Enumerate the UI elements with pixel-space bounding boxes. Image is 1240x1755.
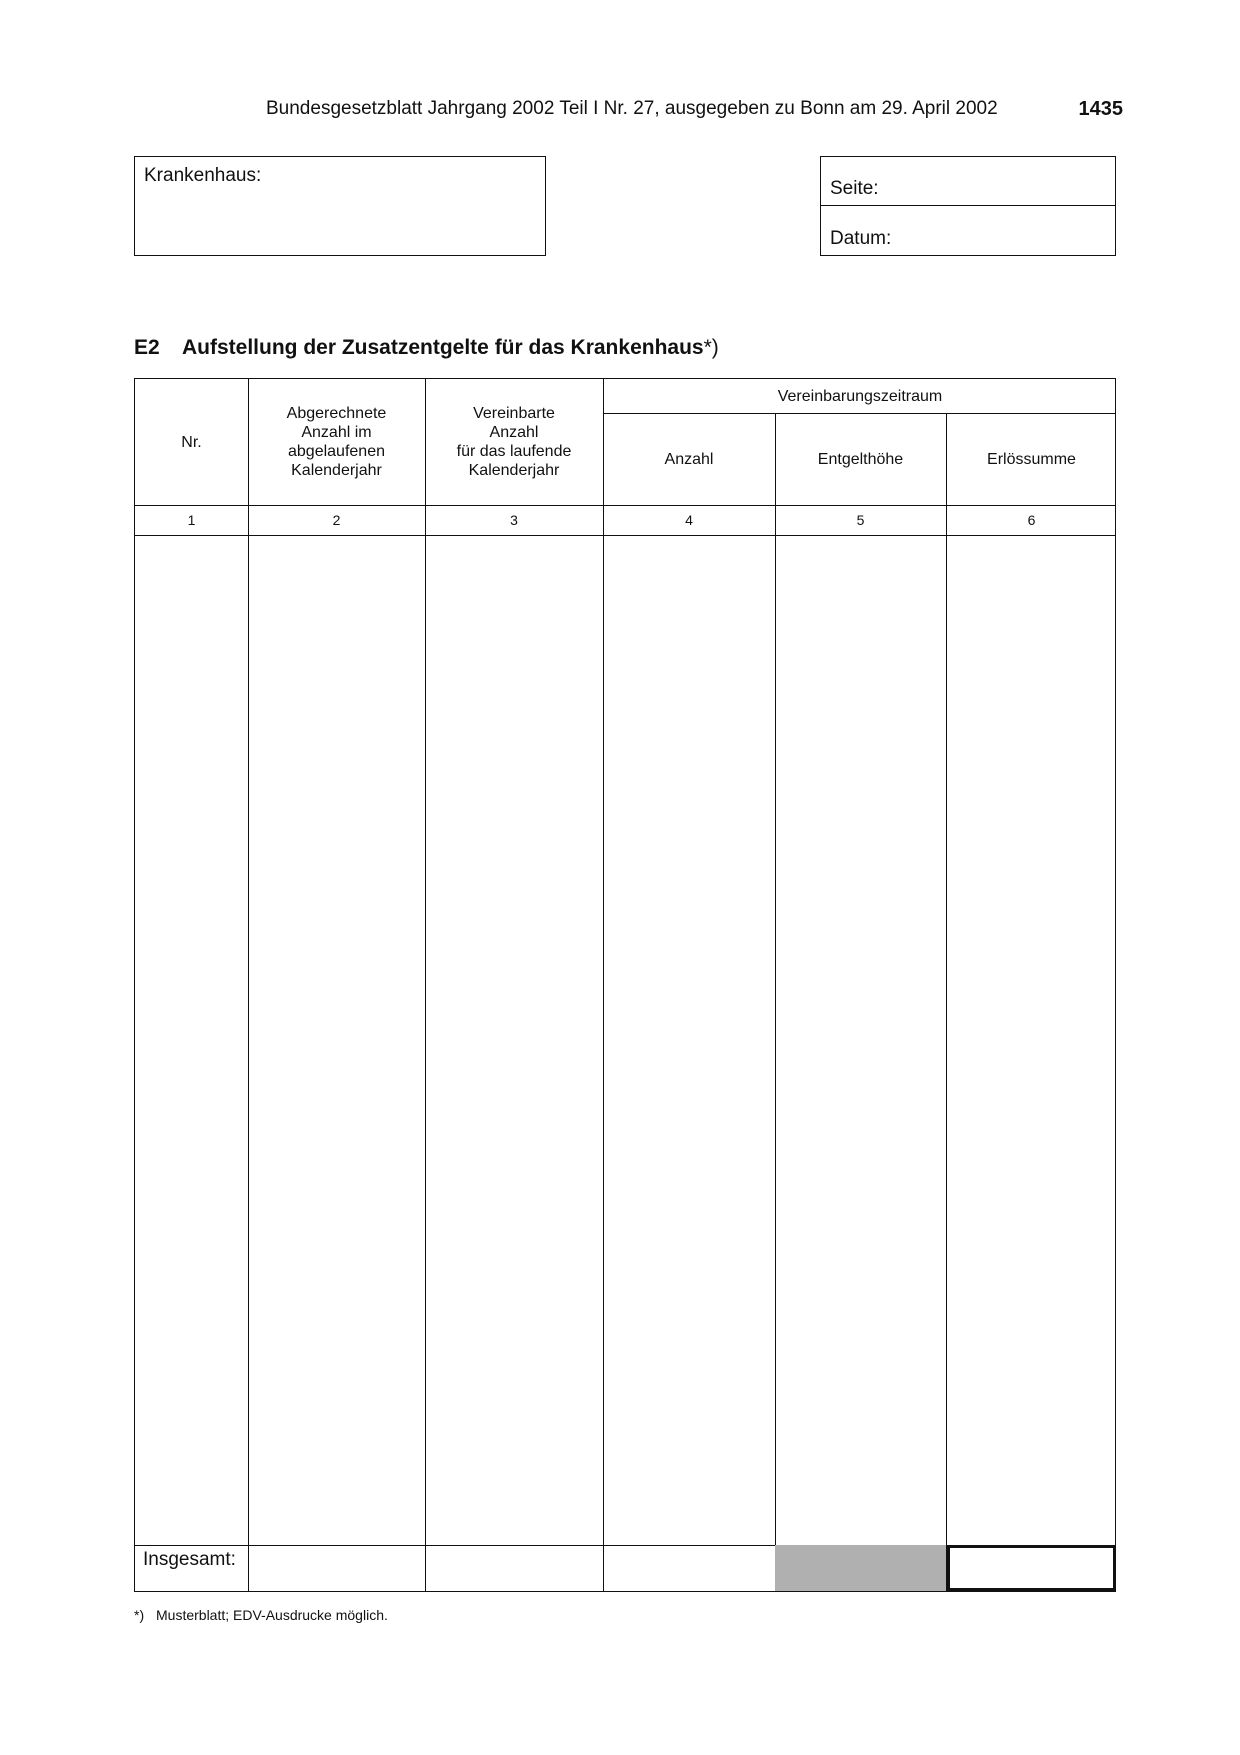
column-number: 4 [685,511,693,528]
footnote [134,1607,388,1623]
total-erloessumme-field[interactable] [947,1545,1116,1591]
group-header-vereinbarungszeitraum: Vereinbarungszeitraum [777,387,943,405]
column-header-entgelthoehe: Entgelthöhe [817,450,904,468]
page-field[interactable] [821,157,1115,206]
total-label: Insgesamt: [143,1549,236,1570]
column-divider [946,413,947,1591]
column-header-abgerechnete-anzahl: Abgerechnete Anzahl im abgelaufenen Kalenderjahr [286,405,387,479]
running-header: Bundesgesetzblatt Jahrgang 2002 Teil I Nr. 27, ausgegeben zu Bonn am 29. April 2002 [266,98,998,119]
column-number: 3 [510,511,518,528]
column-number: 1 [187,511,196,528]
section-title-text: Aufstellung der Zusatzentgelte für das Krankenhaus [182,336,704,359]
column-number: 6 [1027,511,1036,528]
date-field[interactable] [821,206,1115,255]
column-header-vereinbarte-anzahl: Vereinbarte Anzahl für das laufende Kalenderjahr [456,405,572,479]
column-header-anzahl: Anzahl [664,450,714,468]
page-number: 1435 [1078,98,1123,120]
column-header-erloessumme: Erlössumme [987,450,1076,468]
column-header-nr: Nr. [181,433,202,451]
page-label: Seite: [830,178,879,199]
hospital-label: Krankenhaus: [144,165,262,186]
column-number: 2 [332,511,341,528]
section-title [134,336,719,360]
hospital-field[interactable] [134,156,546,256]
column-divider [248,379,249,1591]
column-number: 5 [856,511,865,528]
column-divider [603,379,604,1591]
zusatzentgelte-table [134,378,1116,1592]
section-footnote-mark: *) [703,336,719,359]
footnote-text: Musterblatt; EDV-Ausdrucke möglich. [156,1607,388,1623]
footnote-mark: *) [134,1607,145,1623]
column-divider [775,413,776,1591]
date-label: Datum: [830,228,892,249]
meta-box [820,156,1116,256]
number-row-divider [135,535,1115,536]
section-code: E2 [134,336,160,359]
total-entgelthoehe-shaded-cell [775,1545,946,1591]
column-divider [425,379,426,1591]
